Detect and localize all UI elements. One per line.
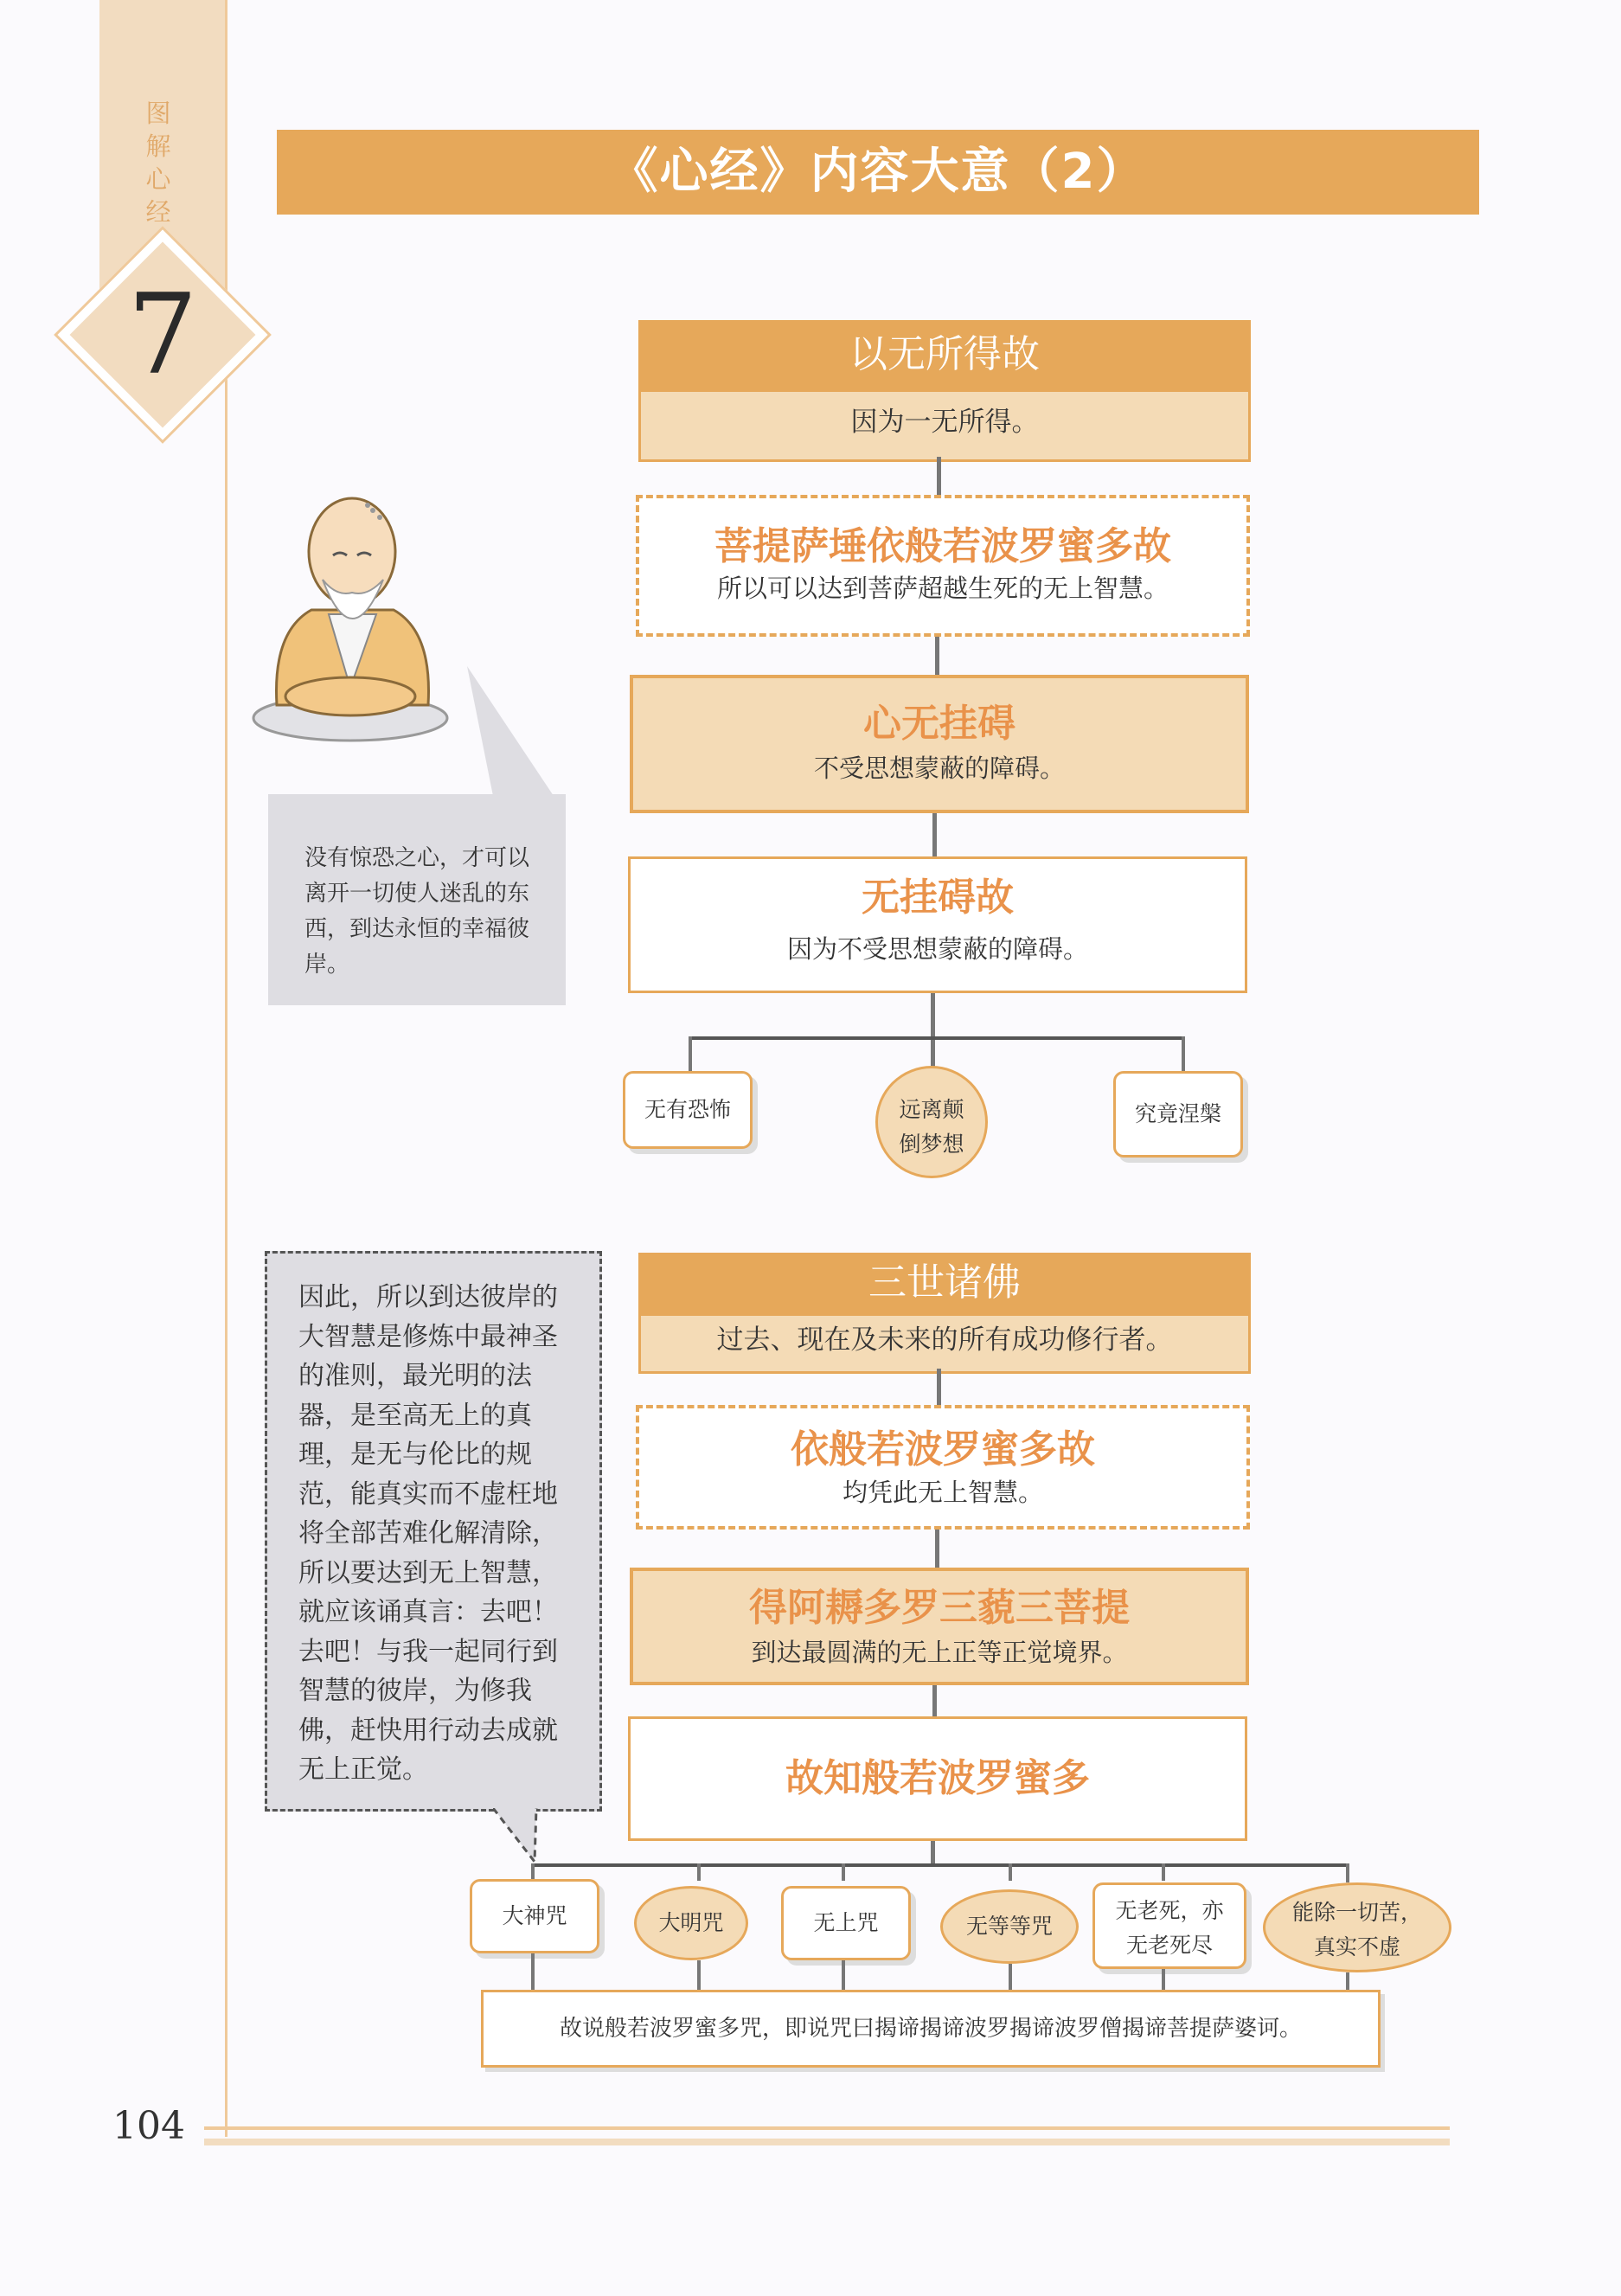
speech-tail (493, 1808, 545, 1869)
flow1-box4-sub: 因为不受思想蒙蔽的障碍。 (786, 934, 1088, 964)
flow2-box2-title: 依般若波罗蜜多故 (791, 1427, 1095, 1472)
speech-tail (450, 666, 571, 805)
flow2-box3 (630, 1568, 1249, 1685)
branch-drop (689, 1036, 692, 1073)
branch-drop (1182, 1036, 1185, 1071)
footer-rule (204, 2126, 1450, 2130)
branch-drop (697, 1863, 701, 1881)
connector (937, 1369, 941, 1405)
flow2-leaf: 能除一切苦， 真实不虚 (1263, 1882, 1451, 1972)
flow1-box1-title: 以无所得故 (638, 320, 1251, 389)
flow2-box1-title: 三世诸佛 (638, 1253, 1251, 1313)
connector (935, 637, 939, 675)
branch-drop (1162, 1863, 1165, 1881)
branch-drop (842, 1863, 845, 1881)
flow1-leaf: 远离颠 倒梦想 (875, 1066, 988, 1178)
flow2-leaf: 大神咒 (470, 1879, 599, 1953)
flow1-box2-title: 菩提萨埵依般若波罗蜜多故 (714, 524, 1171, 568)
flow2-box3-sub: 到达最圆满的无上正等正觉境界。 (751, 1638, 1128, 1667)
branch-drop (531, 1863, 535, 1881)
chapter-number: 7 (127, 271, 198, 400)
flow2-leaf: 无上咒 (781, 1886, 911, 1960)
flow1-box1-sub: 因为一无所得。 (638, 389, 1251, 462)
monk-illustration (247, 484, 458, 744)
branch-line (689, 1036, 1185, 1040)
footer-rule (204, 2139, 1450, 2145)
connector (932, 1685, 937, 1716)
flow1-box4-title: 无挂碍故 (862, 875, 1014, 920)
connector (937, 457, 941, 495)
flow1-box2-sub: 所以可以达到菩萨超越生死的无上智慧。 (716, 574, 1169, 603)
flow2-box4 (628, 1716, 1247, 1841)
flow2-leaf: 无老死，亦 无老死尽 (1092, 1882, 1246, 1969)
connector (932, 813, 937, 856)
flow2-box1 (638, 1253, 1251, 1369)
flow1-box3-title: 心无挂碍 (863, 702, 1016, 746)
flow2-box4-title: 故知般若波罗蜜多 (785, 1756, 1090, 1800)
connector (931, 1841, 935, 1863)
branch-drop (531, 1953, 535, 1990)
branch-drop (842, 1960, 845, 1990)
page-number: 104 (112, 2104, 185, 2148)
flow1-box3 (630, 675, 1249, 813)
branch-drop (1346, 1863, 1349, 1882)
branch-drop (1009, 1964, 1012, 1990)
flow2-leaf: 大明咒 (634, 1886, 748, 1960)
branch-drop (1162, 1969, 1165, 1990)
flow1-box2 (636, 495, 1250, 637)
mantra-box: 故说般若波罗蜜多咒，即说咒曰揭谛揭谛波罗揭谛波罗僧揭谛菩提萨婆诃。 (481, 1990, 1381, 2068)
branch-line (531, 1863, 1349, 1867)
flow1-box1 (638, 320, 1251, 457)
branch-drop (1009, 1863, 1012, 1881)
side-book-label: 图 解 心 经 (145, 99, 171, 227)
flow1-leaf: 无有恐怖 (623, 1071, 753, 1149)
branch-drop (1346, 1972, 1349, 1990)
flow1-box3-sub: 不受思想蒙蔽的障碍。 (813, 754, 1065, 783)
flow1-leaf: 究竟涅槃 (1113, 1071, 1243, 1158)
flow2-box2 (636, 1405, 1250, 1530)
flow2-box2-sub: 均凭此无上智慧。 (842, 1478, 1043, 1507)
flow2-leaf: 无等等咒 (940, 1889, 1079, 1964)
flow1-box4 (628, 856, 1247, 993)
connector (935, 1530, 939, 1568)
branch-drop (697, 1960, 701, 1990)
flow2-box3-title: 得阿耨多罗三藐三菩提 (749, 1586, 1130, 1630)
callout-note: 没有惊恐之心，才可以离开一切使人迷乱的东西，到达永恒的幸福彼岸。 (268, 794, 566, 1005)
page-title: 《心经》内容大意（2） (609, 144, 1147, 200)
explanation-note: 因此，所以到达彼岸的大智慧是修炼中最神圣的准则，最光明的法器，是至高无上的真理，是无与伦比的规范，能真实而不虚枉地将全部苦难化解清除，所以要达到无上智慧，就应该诵真言：去吧！去吧！与我一起同行到智慧的彼岸，为修我佛，赶快用行动去成就无上正觉。 (265, 1251, 602, 1812)
flow2-box1-sub: 过去、现在及未来的所有成功修行者。 (638, 1313, 1251, 1374)
